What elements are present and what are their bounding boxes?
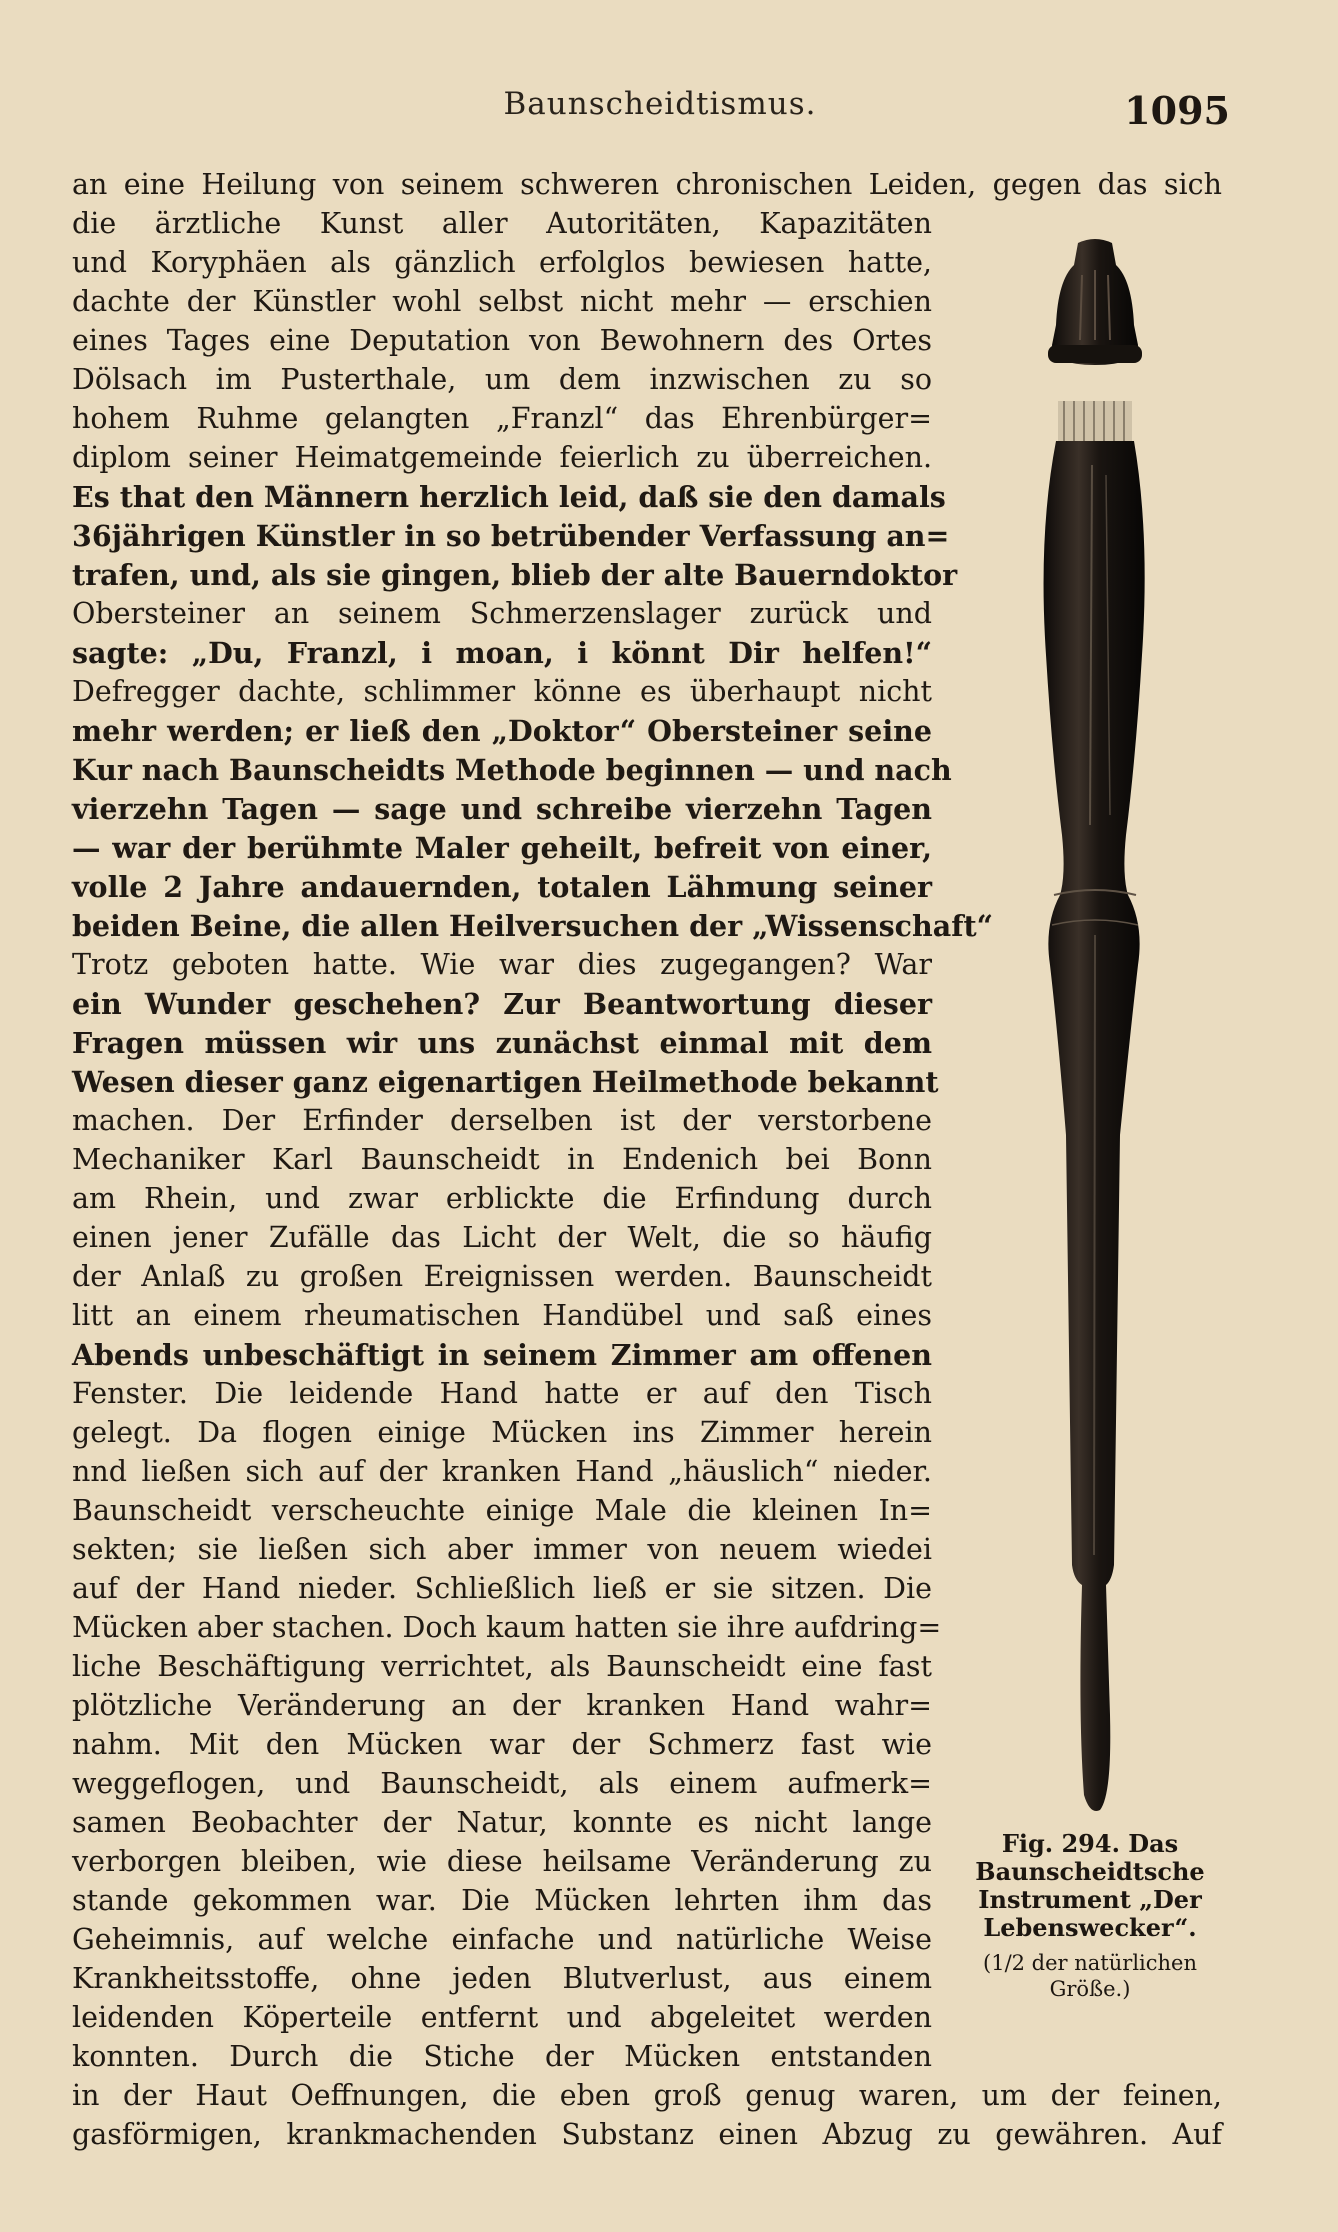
text-line: plötzliche Veränderung an der kranken Hand wahr=: [72, 1689, 932, 1722]
text-line: eines Tages eine Deputation von Bewohnern des Ortes: [72, 324, 932, 357]
text-line: die ärztliche Kunst aller Autoritäten, Kapazitäten: [72, 207, 932, 240]
text-line: Kur nach Baunscheidts Methode beginnen — und nach: [72, 753, 952, 787]
text-line: und Koryphäen als gänzlich erfolglos bewiesen hatte,: [72, 246, 932, 279]
text-line: Obersteiner an seinem Schmerzenslager zurück und: [72, 597, 932, 630]
text-line: einen jener Zufälle das Licht der Welt, die so häufig: [72, 1221, 932, 1254]
text-line: leidenden Köperteile entfernt und abgeleitet werden: [72, 2001, 932, 2034]
text-line: nnd ließen sich auf der kranken Hand „häuslich“ nieder.: [72, 1455, 932, 1488]
text-line: — war der berühmte Maler geheilt, befreit von einer,: [72, 831, 932, 865]
text-line: auf der Hand nieder. Schließlich ließ er sie sitzen. Die: [72, 1572, 932, 1605]
text-line: samen Beobachter der Natur, konnte es nicht lange: [72, 1806, 932, 1839]
figure-caption: [960, 1830, 1220, 2002]
baunscheidt-instrument-illustration: [1020, 235, 1170, 1815]
text-line: an eine Heilung von seinem schweren chronischen Leiden, gegen das sich: [72, 168, 1222, 201]
running-title: Baunscheidtismus.: [503, 86, 817, 122]
text-line: sekten; sie ließen sich aber immer von neuem wiedei: [72, 1533, 932, 1566]
caption-note-line: Größe.): [1049, 1977, 1131, 2001]
text-line: Baunscheidt verscheuchte einige Male die kleinen In=: [72, 1494, 932, 1527]
text-line: Krankheitsstoffe, ohne jeden Blutverlust, aus einem: [72, 1962, 932, 1995]
caption-line: Baunscheidtsche: [975, 1857, 1205, 1886]
text-line: litt an einem rheumatischen Handübel und saß eines: [72, 1299, 932, 1332]
text-line: dachte der Künstler wohl selbst nicht mehr — erschien: [72, 285, 932, 318]
text-line: verborgen bleiben, wie diese heilsame Veränderung zu: [72, 1845, 932, 1878]
text-line: nahm. Mit den Mücken war der Schmerz fast wie: [72, 1728, 932, 1761]
text-line: Fenster. Die leidende Hand hatte er auf den Tisch: [72, 1377, 932, 1410]
text-line: weggeflogen, und Baunscheidt, als einem aufmerk=: [72, 1767, 932, 1800]
text-line: Abends unbeschäftigt in seinem Zimmer am offenen: [72, 1338, 932, 1372]
text-line: Geheimnis, auf welche einfache und natürliche Weise: [72, 1923, 932, 1956]
text-line: hohem Ruhme gelangten „Franzl“ das Ehrenbürger=: [72, 402, 932, 435]
caption-line: Lebenswecker“.: [983, 1913, 1197, 1942]
text-line: ein Wunder geschehen? Zur Beantwortung dieser: [72, 987, 932, 1021]
text-line: in der Haut Oeffnungen, die eben groß genug waren, um der feinen,: [72, 2079, 1222, 2112]
text-line: Wesen dieser ganz eigenartigen Heilmethode bekannt: [72, 1065, 939, 1099]
text-line: Dölsach im Pusterthale, um dem inzwischen zu so: [72, 363, 932, 396]
page-number: 1095: [1124, 88, 1230, 133]
text-line: vierzehn Tagen — sage und schreibe vierzehn Tagen: [72, 792, 932, 826]
text-line: Fragen müssen wir uns zunächst einmal mit dem: [72, 1026, 932, 1060]
text-line: konnten. Durch die Stiche der Mücken entstanden: [72, 2040, 932, 2073]
text-line: trafen, und, als sie gingen, blieb der alte Bauerndoktor: [72, 558, 958, 592]
caption-note-line: (1/2 der natürlichen: [983, 1951, 1197, 1975]
text-line: Es that den Männern herzlich leid, daß sie den damals: [72, 480, 946, 514]
needle-tip: [1058, 401, 1132, 441]
text-line: diplom seiner Heimatgemeinde feierlich zu überreichen.: [72, 441, 932, 474]
text-line: beiden Beine, die allen Heilversuchen der „Wissenschaft“: [72, 909, 994, 943]
text-line: sagte: „Du, Franzl, i moan, i könnt Dir helfen!“: [72, 636, 932, 670]
text-line: stande gekommen war. Die Mücken lehrten ihm das: [72, 1884, 932, 1917]
text-line: am Rhein, und zwar erblickte die Erfindung durch: [72, 1182, 932, 1215]
text-line: Trotz geboten hatte. Wie war dies zugegangen? War: [72, 948, 932, 981]
text-line: gasförmigen, krankmachenden Substanz einen Abzug zu gewähren. Auf: [72, 2118, 1222, 2151]
text-line: gelegt. Da flogen einige Mücken ins Zimmer herein: [72, 1416, 932, 1449]
text-line: liche Beschäftigung verrichtet, als Baunscheidt eine fast: [72, 1650, 932, 1683]
text-line: 36jährigen Künstler in so betrübender Verfassung an=: [72, 519, 950, 553]
text-line: Mechaniker Karl Baunscheidt in Endenich bei Bonn: [72, 1143, 932, 1176]
text-line: der Anlaß zu großen Ereignissen werden. Baunscheidt: [72, 1260, 932, 1293]
caption-line: Instrument „Der: [978, 1885, 1202, 1914]
caption-line: Fig. 294. Das: [1001, 1829, 1179, 1858]
text-line: volle 2 Jahre andauernden, totalen Lähmung seiner: [72, 870, 932, 904]
text-line: Defregger dachte, schlimmer könne es überhaupt nicht: [72, 675, 932, 708]
instrument-cap: [1048, 239, 1142, 365]
text-line: Mücken aber stachen. Doch kaum hatten sie ihre aufdring=: [72, 1611, 942, 1644]
caption-note: [960, 1950, 1220, 2002]
text-line: machen. Der Erfinder derselben ist der verstorbene: [72, 1104, 932, 1137]
text-line: mehr werden; er ließ den „Doktor“ Obersteiner seine: [72, 714, 932, 748]
